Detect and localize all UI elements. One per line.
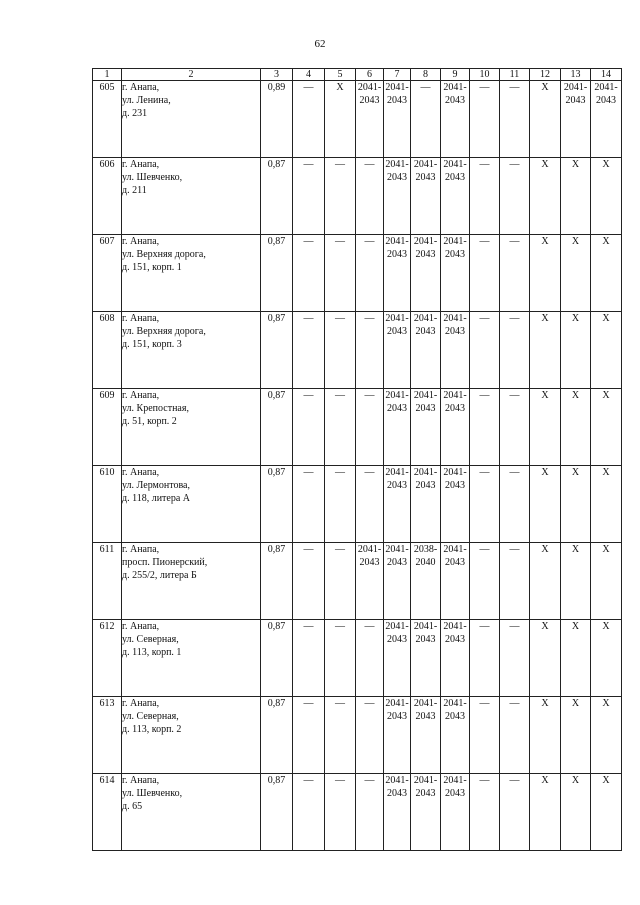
value-cell: 2041- 2043: [441, 235, 470, 312]
value-cell: 2041- 2043: [356, 543, 384, 620]
value-cell: —: [325, 312, 356, 389]
value-cell: 2041- 2043: [384, 466, 411, 543]
value-cell: —: [325, 158, 356, 235]
value-cell: Х: [530, 620, 561, 697]
value-cell: Х: [530, 312, 561, 389]
table-row: [93, 543, 622, 620]
value-cell: —: [500, 543, 530, 620]
address-line: д. 51, корп. 2: [122, 416, 177, 427]
address-line: г. Анапа,: [122, 82, 160, 93]
value-cell: Х: [561, 158, 591, 235]
value-cell: —: [500, 235, 530, 312]
table-row: [93, 697, 622, 774]
address-line: д. 118, литера А: [122, 493, 191, 504]
value-cell: —: [470, 543, 500, 620]
value-cell: Х: [561, 466, 591, 543]
table-row: [93, 81, 622, 158]
value-cell: 2041- 2043: [441, 158, 470, 235]
row-number: 610: [93, 466, 122, 543]
coefficient-cell: 0,87: [261, 235, 293, 312]
row-number: 605: [93, 81, 122, 158]
address-line: ул. Северная,: [122, 711, 179, 722]
value-cell: Х: [561, 312, 591, 389]
address-cell: [122, 389, 261, 466]
value-cell: —: [325, 389, 356, 466]
coefficient-cell: 0,89: [261, 81, 293, 158]
value-cell: 2041- 2043: [441, 389, 470, 466]
value-cell: —: [470, 620, 500, 697]
row-number: 608: [93, 312, 122, 389]
value-cell: Х: [530, 774, 561, 851]
column-header: 7: [384, 69, 411, 81]
value-cell: —: [293, 620, 325, 697]
address-line: д. 151, корп. 1: [122, 262, 182, 273]
value-cell: 2041- 2043: [384, 620, 411, 697]
value-cell: 2041- 2043: [411, 312, 441, 389]
coefficient-cell: 0,87: [261, 466, 293, 543]
value-cell: —: [293, 81, 325, 158]
column-header: 8: [411, 69, 441, 81]
value-cell: —: [356, 774, 384, 851]
table-row: [93, 312, 622, 389]
address-cell: [122, 774, 261, 851]
value-cell: 2041- 2043: [411, 620, 441, 697]
value-cell: —: [356, 620, 384, 697]
value-cell: 2041- 2043: [411, 774, 441, 851]
value-cell: 2041- 2043: [411, 158, 441, 235]
value-cell: —: [356, 466, 384, 543]
value-cell: —: [356, 697, 384, 774]
address-line: ул. Лермонтова,: [122, 480, 190, 491]
value-cell: 2041- 2043: [411, 697, 441, 774]
value-cell: —: [500, 158, 530, 235]
row-number: 609: [93, 389, 122, 466]
address-line: д. 113, корп. 1: [122, 647, 182, 658]
value-cell: —: [356, 389, 384, 466]
table-body: [93, 81, 622, 851]
address-line: д. 113, корп. 2: [122, 724, 182, 735]
value-cell: —: [325, 235, 356, 312]
value-cell: —: [325, 697, 356, 774]
value-cell: Х: [561, 235, 591, 312]
value-cell: —: [325, 774, 356, 851]
table-row: [93, 158, 622, 235]
address-line: г. Анапа,: [122, 390, 160, 401]
value-cell: Х: [591, 235, 622, 312]
value-cell: —: [500, 620, 530, 697]
value-cell: Х: [530, 697, 561, 774]
value-cell: 2041- 2043: [591, 81, 622, 158]
value-cell: 2041- 2043: [441, 312, 470, 389]
value-cell: 2041- 2043: [384, 158, 411, 235]
address-line: ул. Шевченко,: [122, 788, 183, 799]
value-cell: Х: [561, 697, 591, 774]
value-cell: —: [293, 774, 325, 851]
value-cell: —: [293, 543, 325, 620]
value-cell: —: [356, 158, 384, 235]
value-cell: Х: [591, 543, 622, 620]
value-cell: —: [411, 81, 441, 158]
address-line: ул. Крепостная,: [122, 403, 189, 414]
value-cell: 2041- 2043: [384, 697, 411, 774]
table-row: [93, 774, 622, 851]
value-cell: Х: [530, 389, 561, 466]
value-cell: —: [293, 235, 325, 312]
value-cell: Х: [591, 774, 622, 851]
value-cell: —: [293, 158, 325, 235]
value-cell: 2041- 2043: [384, 389, 411, 466]
value-cell: Х: [561, 620, 591, 697]
value-cell: 2041- 2043: [441, 620, 470, 697]
column-header: 13: [561, 69, 591, 81]
address-line: г. Анапа,: [122, 236, 160, 247]
value-cell: 2041- 2043: [411, 466, 441, 543]
value-cell: Х: [561, 543, 591, 620]
value-cell: Х: [561, 774, 591, 851]
value-cell: 2041- 2043: [384, 774, 411, 851]
coefficient-cell: 0,87: [261, 389, 293, 466]
column-header: 3: [261, 69, 293, 81]
register-table: [92, 68, 622, 851]
coefficient-cell: 0,87: [261, 158, 293, 235]
value-cell: —: [293, 389, 325, 466]
value-cell: —: [325, 466, 356, 543]
value-cell: Х: [591, 312, 622, 389]
table-row: [93, 620, 622, 697]
column-header: 4: [293, 69, 325, 81]
value-cell: Х: [591, 697, 622, 774]
header-row: [93, 69, 622, 81]
value-cell: 2038- 2040: [411, 543, 441, 620]
value-cell: Х: [530, 81, 561, 158]
value-cell: —: [356, 312, 384, 389]
address-line: ул. Шевченко,: [122, 172, 183, 183]
address-line: д. 231: [122, 108, 148, 119]
address-line: ул. Верхняя дорога,: [122, 326, 206, 337]
row-number: 611: [93, 543, 122, 620]
value-cell: Х: [591, 158, 622, 235]
value-cell: Х: [325, 81, 356, 158]
row-number: 614: [93, 774, 122, 851]
column-header: 10: [470, 69, 500, 81]
value-cell: 2041- 2043: [384, 235, 411, 312]
value-cell: Х: [530, 235, 561, 312]
value-cell: —: [356, 235, 384, 312]
row-number: 607: [93, 235, 122, 312]
row-number: 606: [93, 158, 122, 235]
value-cell: Х: [530, 543, 561, 620]
value-cell: 2041- 2043: [441, 697, 470, 774]
table-row: [93, 235, 622, 312]
coefficient-cell: 0,87: [261, 774, 293, 851]
address-line: г. Анапа,: [122, 467, 160, 478]
address-line: д. 151, корп. 3: [122, 339, 182, 350]
column-header: 2: [122, 69, 261, 81]
address-line: ул. Северная,: [122, 634, 179, 645]
address-line: д. 211: [122, 185, 147, 196]
value-cell: Х: [530, 158, 561, 235]
address-line: д. 255/2, литера Б: [122, 570, 197, 581]
value-cell: 2041- 2043: [411, 235, 441, 312]
address-cell: [122, 620, 261, 697]
value-cell: 2041- 2043: [441, 543, 470, 620]
value-cell: 2041- 2043: [441, 81, 470, 158]
value-cell: 2041- 2043: [384, 312, 411, 389]
address-cell: [122, 543, 261, 620]
address-line: г. Анапа,: [122, 775, 160, 786]
value-cell: —: [470, 697, 500, 774]
value-cell: 2041- 2043: [384, 81, 411, 158]
value-cell: —: [470, 466, 500, 543]
value-cell: —: [500, 774, 530, 851]
value-cell: Х: [591, 620, 622, 697]
value-cell: —: [500, 697, 530, 774]
address-line: г. Анапа,: [122, 313, 160, 324]
column-header: 12: [530, 69, 561, 81]
coefficient-cell: 0,87: [261, 697, 293, 774]
page-number: 62: [314, 38, 326, 50]
column-header: 1: [93, 69, 122, 81]
address-line: г. Анапа,: [122, 544, 160, 555]
value-cell: —: [293, 466, 325, 543]
coefficient-cell: 0,87: [261, 543, 293, 620]
value-cell: —: [500, 466, 530, 543]
value-cell: —: [325, 543, 356, 620]
address-line: ул. Верхняя дорога,: [122, 249, 206, 260]
value-cell: 2041- 2043: [356, 81, 384, 158]
address-line: д. 65: [122, 801, 143, 812]
column-header: 5: [325, 69, 356, 81]
address-line: г. Анапа,: [122, 159, 160, 170]
value-cell: —: [500, 81, 530, 158]
value-cell: 2041- 2043: [441, 774, 470, 851]
address-cell: [122, 466, 261, 543]
value-cell: —: [293, 697, 325, 774]
table-row: [93, 466, 622, 543]
value-cell: 2041- 2043: [561, 81, 591, 158]
column-header: 6: [356, 69, 384, 81]
address-cell: [122, 81, 261, 158]
coefficient-cell: 0,87: [261, 620, 293, 697]
value-cell: —: [500, 389, 530, 466]
address-line: г. Анапа,: [122, 698, 160, 709]
value-cell: 2041- 2043: [384, 543, 411, 620]
row-number: 613: [93, 697, 122, 774]
value-cell: —: [470, 235, 500, 312]
value-cell: —: [470, 158, 500, 235]
address-line: г. Анапа,: [122, 621, 160, 632]
value-cell: 2041- 2043: [411, 389, 441, 466]
coefficient-cell: 0,87: [261, 312, 293, 389]
value-cell: —: [470, 312, 500, 389]
value-cell: —: [470, 81, 500, 158]
value-cell: —: [325, 620, 356, 697]
value-cell: Х: [591, 389, 622, 466]
address-cell: [122, 158, 261, 235]
row-number: 612: [93, 620, 122, 697]
value-cell: —: [293, 312, 325, 389]
value-cell: —: [470, 774, 500, 851]
address-line: ул. Ленина,: [122, 95, 171, 106]
value-cell: Х: [561, 389, 591, 466]
address-cell: [122, 235, 261, 312]
value-cell: Х: [591, 466, 622, 543]
value-cell: —: [470, 389, 500, 466]
address-line: просп. Пионерский,: [122, 557, 208, 568]
table-row: [93, 389, 622, 466]
value-cell: Х: [530, 466, 561, 543]
value-cell: 2041- 2043: [441, 466, 470, 543]
column-header: 11: [500, 69, 530, 81]
address-cell: [122, 697, 261, 774]
column-header: 14: [591, 69, 622, 81]
value-cell: —: [500, 312, 530, 389]
column-header: 9: [441, 69, 470, 81]
address-cell: [122, 312, 261, 389]
